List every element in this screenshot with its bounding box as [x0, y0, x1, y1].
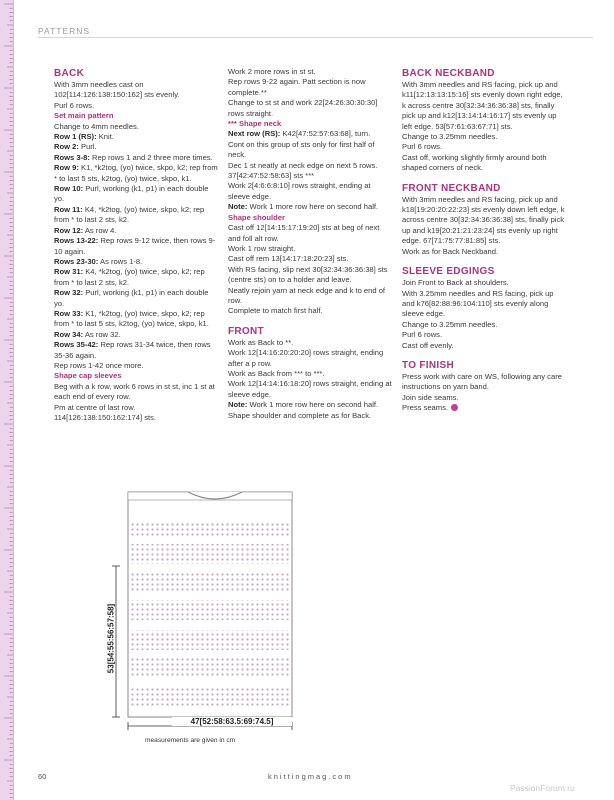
instruction-text: Beg with a k row, work 6 rows in st st, inc 1 st at each end of every row. — [54, 381, 215, 402]
column-1 — [54, 67, 220, 423]
instruction-text: Work 12[14:14:16:18:20] rows straight, ending at sleeve edge. — [228, 379, 392, 399]
row-text: Work 1 more row here on second half. — [247, 400, 379, 410]
row-text: Rep rows 1 and 2 three more times. — [89, 152, 213, 162]
row-label: Rows 23-30: — [54, 256, 99, 266]
instruction-row — [54, 309, 220, 330]
section-heading: TO FINISH — [402, 359, 454, 371]
row-label: Rows 3-8: — [54, 152, 90, 162]
section-heading: BACK NECKBAND — [402, 68, 495, 79]
subheading: Shape shoulder — [228, 212, 285, 222]
row-text: K1, *k2tog, (yo) twice, skpo, k2; rep from * to last 5 sts, k2tog, (yo) twice, skpo, k1. — [54, 163, 218, 183]
section-header: PATTERNS — [38, 26, 91, 36]
row-text: Knit. — [96, 132, 114, 142]
row-text: Purl, working (k1, p1) in each double yo. — [54, 288, 209, 308]
instruction-text: Work as Back from *** to ***. — [228, 368, 325, 378]
row-label: Note: — [228, 202, 248, 212]
row-text: Purl. — [78, 142, 97, 152]
instruction-row — [228, 202, 392, 212]
instruction-text: Join Front to Back at shoulders. — [402, 278, 509, 288]
measuring-ruler — [0, 0, 14, 800]
instruction-text: Change to 3.25mm needles. — [402, 132, 498, 142]
instruction-row — [54, 340, 220, 361]
instruction-text: Complete to match first half. — [228, 306, 323, 316]
diagram-caption: measurements are given in cm — [145, 737, 236, 744]
instruction-text: With 3mm needles and RS facing, pick up and k18[19:20:20:22:23] sts evenly down left edge, k across centre 30[32:34:36:36:38] sts, finally pick up and k19[20:21:21:23:24] sts evenly up right edge. 67[71:75:77:81:85] sts. — [402, 194, 565, 246]
row-label: Row 1 (RS): — [54, 132, 97, 142]
instruction-text: Purl 6 rows. — [402, 142, 443, 152]
instruction-row — [54, 153, 220, 163]
instruction-text: Change to st st and work 22[24:26:30:30:30] rows straight. — [228, 98, 378, 118]
row-label: Row 12: — [54, 225, 84, 235]
instruction-text: Cast off 12[14:15:17:19:20] sts at beg of next and foll alt row. — [228, 223, 380, 243]
instruction-row — [54, 236, 220, 257]
section-heading: SLEEVE EDGINGS — [402, 266, 495, 278]
row-label: Row 11: — [54, 204, 83, 214]
spacer — [402, 351, 568, 359]
instruction-row — [54, 205, 220, 226]
subheading: Set main pattern — [54, 111, 114, 121]
instruction-text: Work 12[14:16:20:20:20] rows straight, ending after a p row. — [228, 348, 384, 368]
width-label: 47[52:58:63.5:69:74.5] — [172, 717, 292, 726]
instruction-text: Cast off rem 13[14:17:18:20:23] sts. — [228, 254, 349, 264]
row-text: K4, *k2tog, (yo) twice, skpo, k2; rep from * to last 2 sts, k2. — [54, 204, 205, 225]
row-label: Row 32: — [54, 288, 84, 298]
section-heading: BACK — [54, 68, 85, 79]
instruction-text: Cast off evenly. — [402, 340, 454, 350]
instruction-row — [228, 400, 392, 410]
instruction-text: Change to 3.25mm needles. — [402, 319, 498, 329]
instruction-row — [54, 267, 220, 288]
ruler-ticks — [0, 0, 13, 800]
instruction-text: Shape shoulder and complete as for Back. — [228, 410, 372, 420]
spacer — [402, 257, 568, 265]
instruction-text: 114[126:138:150:162:174] sts. — [54, 413, 157, 422]
subheading: *** Shape neck — [228, 119, 282, 129]
row-text: Work 1 more row here on second half. — [247, 202, 379, 212]
end-mark-icon — [451, 404, 458, 411]
watermark: PassionForum.ru — [510, 783, 575, 793]
row-text: K1, *k2tog, (yo) twice, skpo, k2; rep from * to last 5 sts, k2tog, (yo) twice, skpo, k1. — [54, 308, 209, 329]
column-2 — [228, 67, 392, 421]
instruction-text: Work 1 row straight. — [228, 243, 296, 253]
row-label: Rows 13-22: — [54, 236, 99, 246]
page-number: 60 — [38, 772, 47, 781]
garment-diagram — [100, 482, 310, 743]
instruction-row — [54, 142, 220, 152]
row-text: Rep rows 31-34 twice, then rows 35-36 again. — [54, 340, 211, 360]
row-label: Row 34: — [54, 329, 84, 339]
instruction-text: Neatly rejoin yarn at neck edge and k to end of row. — [228, 285, 386, 305]
instruction-row — [228, 129, 392, 139]
row-label: Note: — [228, 400, 248, 410]
row-label: Rows 35-42: — [54, 340, 99, 350]
row-label: Row 31: — [54, 267, 84, 277]
instruction-text: Change to 4mm needles. — [54, 121, 139, 131]
row-label: Next row (RS): — [228, 129, 281, 139]
instruction-row — [54, 184, 220, 205]
instruction-text: Pm at centre of last row. — [54, 402, 136, 412]
row-text: As rows 1-8. — [98, 256, 143, 266]
end-text: Press seams. — [402, 403, 448, 413]
instruction-text: Work 2 more rows in st st. — [228, 67, 316, 76]
instruction-row — [54, 288, 220, 309]
row-text: Rep rows 9-12 twice, then rows 9-10 again. — [54, 236, 216, 256]
instruction-row — [54, 257, 220, 267]
instruction-text — [402, 403, 568, 413]
instruction-text: Press work with care on WS, following any care instructions on yarn band. — [402, 371, 562, 392]
height-label: 53[54:55:56:57:58] — [107, 584, 116, 694]
section-heading: FRONT NECKBAND — [402, 182, 501, 194]
instruction-text: Work as Back to **. — [228, 337, 294, 347]
instruction-text: With 3.25mm needles and RS facing, pick up and k76[82:88:96:104:110] sts evenly along sleeve edge. — [402, 288, 554, 319]
row-text: K42[47:52:57:63:68], turn. — [280, 129, 371, 139]
instruction-text: Work 2[4:6:6:8:10] rows straight, ending at sleeve edge. — [228, 181, 371, 201]
instruction-text: Cast off, working slightly firmly around both shaped corners of neck. — [402, 152, 547, 173]
instruction-text: Work as for Back Neckband. — [402, 246, 499, 256]
row-text: K4, *k2tog, (yo) twice, skpo, k2; rep from * to last 2 sts, k2. — [54, 267, 205, 287]
instruction-text: With RS facing, slip next 30[32:34:36:36:38] sts (centre sts) on to a holder and leave. — [228, 264, 388, 285]
instruction-row — [54, 163, 220, 184]
section-heading: FRONT — [228, 325, 264, 337]
instruction-row — [54, 226, 220, 236]
row-label: Row 9: — [54, 163, 79, 173]
column-3 — [402, 67, 568, 414]
spacer — [228, 317, 392, 325]
instruction-text: Rep rows 9-22 again. Patt section is now complete.** — [228, 77, 366, 97]
instruction-text: Purl 6 rows. — [402, 330, 443, 340]
row-label: Row 33: — [54, 308, 84, 318]
instruction-row — [54, 330, 220, 340]
row-text: As row 32. — [83, 329, 121, 339]
instruction-row — [54, 132, 220, 142]
instruction-text: Cont on this group of sts only for first half of neck. — [228, 139, 375, 160]
row-label: Row 2: — [54, 142, 79, 152]
instruction-text: With 3mm needles and RS facing, pick up and k11[12:13:13:15:16] sts evenly down right edge, k across centre 30[32:34:36:36:38] sts, finally pick up and k12[13:14:14:16:17] sts evenly up left edge. 53[57:61:63:67:71] sts. — [402, 80, 563, 131]
header-rule — [38, 37, 593, 38]
site-url: knittingmag.com — [268, 772, 353, 781]
instruction-text: Rep rows 1-42 once more. — [54, 360, 144, 370]
row-label: Row 10: — [54, 184, 84, 194]
row-text: As row 4. — [83, 225, 117, 235]
instruction-text: Dec 1 st neatly at neck edge on next 5 rows. 37[42:47:52:58:63] sts *** — [228, 160, 378, 181]
instruction-text: With 3mm needles cast on 102[114:126:138:150:162] sts evenly. — [54, 80, 180, 100]
spacer — [402, 174, 568, 182]
instruction-text: Purl 6 rows. — [54, 100, 95, 110]
instruction-text: Join side seams. — [402, 392, 459, 402]
row-text: Purl, working (k1, p1) in each double yo. — [54, 184, 209, 204]
subheading: Shape cap sleeves — [54, 371, 122, 381]
